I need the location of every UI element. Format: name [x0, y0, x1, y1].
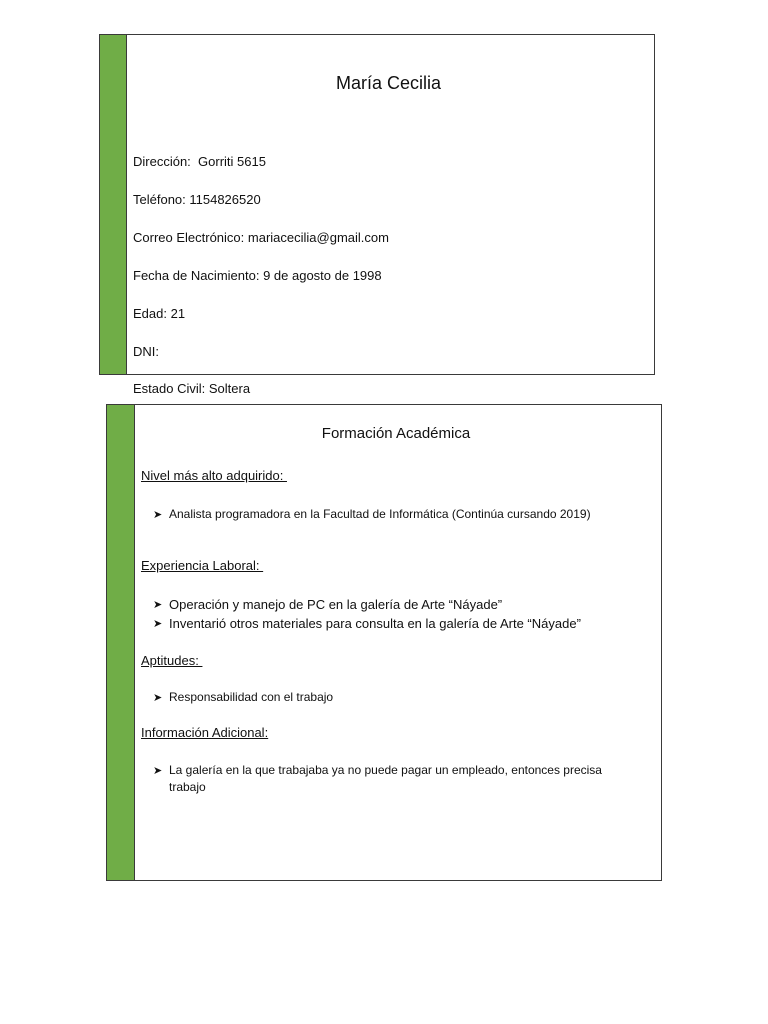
arrowhead-bullet-icon: ➤: [153, 764, 163, 777]
academic-content: [141, 405, 651, 880]
field-label: Fecha de Nacimiento:: [133, 268, 264, 283]
list-skills: [153, 689, 633, 706]
field-value: 21: [170, 306, 186, 321]
field-value: 9 de agosto de 1998: [263, 268, 382, 283]
heading-work-experience: Experiencia Laboral:: [141, 558, 264, 573]
field-label: Teléfono:: [133, 192, 190, 207]
heading-additional-info: Información Adicional:: [141, 725, 269, 740]
field-label: Dirección:: [133, 154, 199, 169]
heading-skills: Aptitudes:: [141, 653, 203, 668]
arrowhead-bullet-icon: ➤: [153, 598, 163, 611]
field-value: 1154826520: [189, 192, 261, 207]
list-item: [153, 506, 633, 523]
list-item: [153, 689, 633, 706]
list-item-text: Responsabilidad con el trabajo: [169, 690, 334, 704]
personal-info-card: [99, 34, 655, 396]
field-birthdate: [133, 268, 382, 284]
list-additional-info: [153, 762, 633, 796]
field-value: Soltera: [208, 381, 251, 396]
arrowhead-bullet-icon: ➤: [153, 508, 163, 521]
list-item-text: Inventarió otros materiales para consulta en la galería de Arte “Náyade”: [169, 616, 581, 631]
list-item: [153, 595, 633, 614]
arrowhead-bullet-icon: ➤: [153, 617, 163, 630]
field-value: Gorriti 5615: [198, 154, 266, 169]
field-email: [133, 230, 389, 246]
field-dni: [133, 344, 159, 360]
field-address: [133, 154, 266, 170]
person-name: María Cecilia: [335, 73, 442, 93]
field-phone: [133, 192, 261, 208]
field-age: [133, 306, 185, 322]
list-item: [153, 614, 633, 633]
arrowhead-bullet-icon: ➤: [153, 691, 163, 704]
field-marital-status: [133, 381, 250, 397]
accent-bar: [107, 405, 135, 880]
personal-info-content: [133, 35, 644, 396]
field-label: Correo Electrónico:: [133, 230, 248, 245]
list-highest-level: [153, 506, 633, 523]
accent-bar: [100, 35, 127, 374]
list-item-text: La galería en la que trabajaba ya no puede pagar un empleado, entonces precisa trabajo: [169, 763, 602, 794]
list-work-experience: [153, 595, 633, 633]
field-label: Estado Civil:: [133, 381, 209, 396]
field-value: mariacecilia@gmail.com: [247, 230, 389, 245]
section-title: Formación Académica: [321, 425, 471, 442]
academic-card: [106, 404, 662, 881]
field-label: Edad:: [133, 306, 171, 321]
field-label: DNI:: [133, 344, 159, 359]
heading-highest-level: Nivel más alto adquirido:: [141, 468, 287, 483]
list-item: [153, 762, 633, 796]
list-item-text: Analista programadora en la Facultad de Informática (Continúa cursando 2019): [169, 507, 591, 521]
list-item-text: Operación y manejo de PC en la galería de Arte “Náyade”: [169, 597, 503, 612]
